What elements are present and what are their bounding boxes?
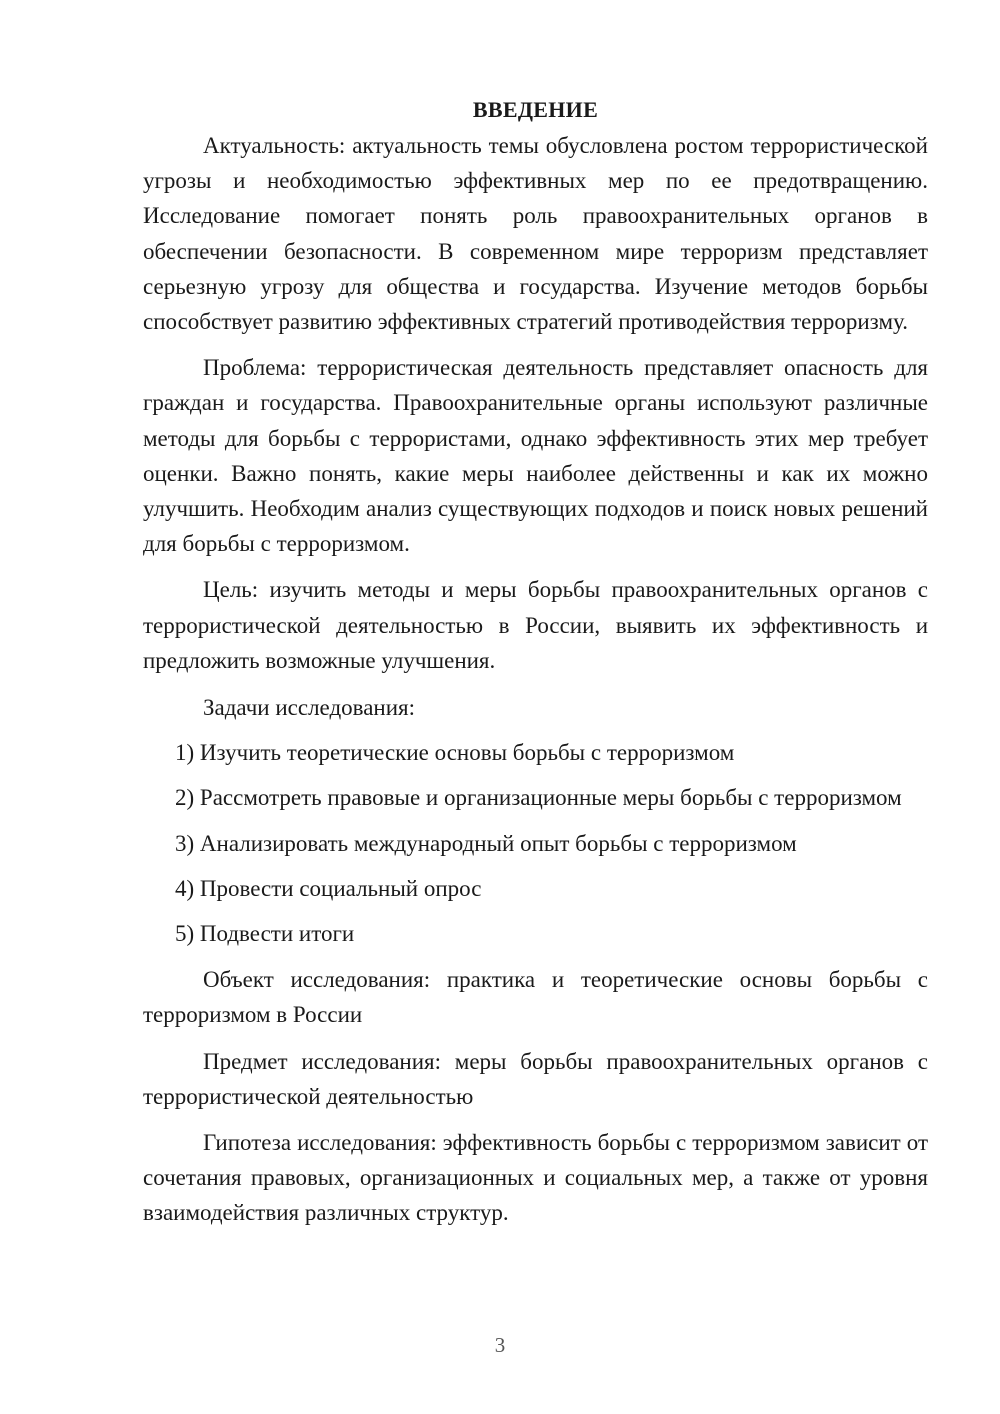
hypothesis-paragraph: Гипотеза исследования: эффективность борьбы с терроризмом зависит от сочетания правовых, организационных и социальных мер, а также от уровня взаимодействия различных структур. <box>143 1130 928 1226</box>
document-page <box>143 92 928 1231</box>
object-paragraph: Объект исследования: практика и теоретические основы борьбы с терроризмом в России <box>143 967 928 1028</box>
page-title: ВВЕДЕНИЕ <box>472 97 599 122</box>
tasks-list <box>143 735 928 951</box>
tasks-title: Задачи исследования: <box>203 695 416 721</box>
subject-paragraph: Предмет исследования: меры борьбы правоохранительных органов с террористической деятельностью <box>143 1048 928 1109</box>
list-item: 1) Изучить теоретические основы борьбы с терроризмом <box>175 740 735 766</box>
goal-paragraph: Цель: изучить методы и меры борьбы правоохранительных органов с террористической деятельностью в России, выявить их эффективность и предложить возможные улучшения. <box>143 577 928 673</box>
list-item: 2) Рассмотреть правовые и организационные меры борьбы с терроризмом <box>175 785 902 811</box>
relevance-paragraph: Актуальность: актуальность темы обусловлена ростом террористической угрозы и необходимостью эффективных мер по ее предотвращению. Исследование помогает понять роль правоохранительных органов в обеспечении безопасности. В современном мире терроризм представляет серьезную угрозу для общества и государства. Изучение методов борьбы способствует развитию эффективных стратегий противодействия терроризму. <box>143 133 928 335</box>
list-item: 3) Анализировать международный опыт борьбы с терроризмом <box>175 830 797 856</box>
list-item: 4) Провести социальный опрос <box>175 875 482 901</box>
problem-paragraph: Проблема: террористическая деятельность представляет опасность для граждан и государства. Правоохранительные органы используют различные методы для борьбы с террористами, однако эффективность этих мер требует оценки. Важно понять, какие меры наиболее действенны и как их можно улучшить. Необходим анализ существующих подходов и поиск новых решений для борьбы с терроризмом. <box>143 355 928 557</box>
page-number: 3 <box>494 1333 506 1357</box>
list-item: 5) Подвести итоги <box>175 921 355 947</box>
